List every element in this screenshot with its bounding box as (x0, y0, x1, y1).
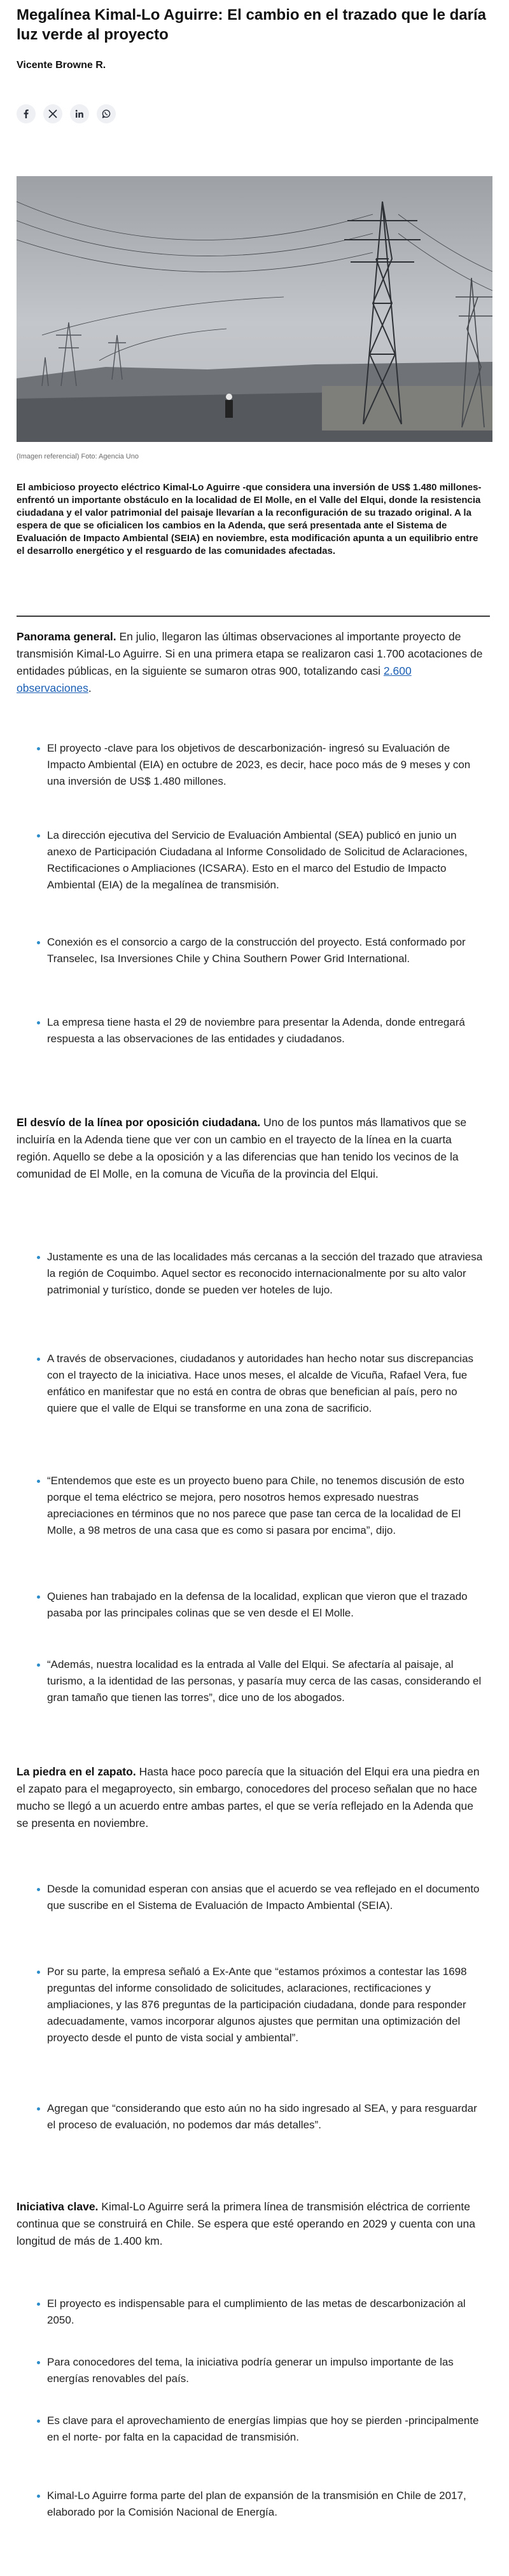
list-item-text: “Además, nuestra localidad es la entrada al Valle del Elqui. Se afectaría al paisaje, al turismo, a la identidad de las personas, y pasaría muy cerca de las casas, considerando el gran tamaño que tienen las torres”, dice uno de los abogados. (47, 1658, 482, 1704)
bullet-dot (37, 747, 40, 750)
facebook-share-button[interactable] (17, 104, 36, 123)
list-item-text: Kimal-Lo Aguirre forma parte del plan de expansión de la transmisión en Chile de 2017, elaborado por la Comisión Nacional de Energía. (47, 2490, 466, 2518)
divider (17, 616, 490, 617)
list-item (17, 1964, 487, 2046)
list-item-text: Para conocedores del tema, la iniciativa podría generar un impulso importante de las energías renovables del país. (47, 2356, 454, 2385)
list-item (17, 1351, 487, 1417)
section-text: Uno de los puntos más llamativos que se incluiría en la Adenda tiene que ver con un cambio en el trayecto de la línea en la cuarta región. Aquello se debe a la oposición y a las diferencias que han tenido los vecinos de la comunidad de El Molle, en la comuna de Vicuña de la provincia del Elqui. (17, 1116, 467, 1180)
whatsapp-icon (101, 109, 111, 119)
list-item-text: El proyecto es indispensable para el cumplimiento de las metas de descarbonización al 2050. (47, 2297, 466, 2326)
list-item (17, 2413, 487, 2446)
author-name[interactable]: Vicente Browne R. (17, 60, 106, 71)
bullet-dot (37, 1358, 40, 1361)
list-item (17, 2100, 487, 2133)
list-item (17, 1473, 487, 1539)
list-item-text: Agregan que “considerando que esto aún no ha sido ingresado al SEA, y para resguardar el proceso de evaluación, no podemos dar más detalles”. (47, 2102, 477, 2131)
bullet-dot (37, 2361, 40, 2364)
section-iniciativa (17, 2198, 487, 2250)
bullet-dot (37, 1663, 40, 1667)
share-bar (17, 104, 116, 126)
section-piedra (17, 1763, 487, 1832)
bullet-dot (37, 1888, 40, 1891)
section-heading: Iniciativa clave. (17, 2200, 99, 2213)
list-item-text: Es clave para el aprovechamiento de energías limpias que hoy se pierden -principalmente en el norte- por falta en la capacidad de transmisión. (47, 2414, 479, 2443)
linkedin-share-button[interactable] (70, 104, 89, 123)
section-desvio (17, 1114, 487, 1183)
bullet-dot (37, 1480, 40, 1483)
section-text-end: . (88, 682, 92, 694)
section-text: En julio, llegaron las últimas observaciones al importante proyecto de transmisión Kimal-Lo Aguirre. Si en una primera etapa se realizaron casi 1.700 acotaciones de entidades públicas, en la siguiente se sumaron otras 900, totalizando casi (17, 630, 483, 677)
bullet-dot (37, 1021, 40, 1024)
list-item (17, 740, 487, 790)
list-item (17, 934, 487, 967)
bullet-dot (37, 2420, 40, 2423)
list-item-text: La dirección ejecutiva del Servicio de Evaluación Ambiental (SEA) publicó en junio un anexo de Participación Ciudadana al Informe Consolidado de Solicitud de Aclaraciones, Rectificaciones o Ampliaciones (ICSARA). Esto en el marco del Estudio de Impacto Ambiental (EIA) de la megalínea de transmisión. (47, 829, 468, 891)
image-caption: (Imagen referencial) Foto: Agencia Uno (17, 453, 139, 460)
list-item-text: A través de observaciones, ciudadanos y autoridades han hecho notar sus discrepancias con el trayecto de la iniciativa. Hace unos meses, el alcalde de Vicuña, Rafael Vera, fue enfático en manifestar que no está en contra de obras que benefician al país, pero no quiere que el valle de Elqui se transforme en una zona de sacrificio. (47, 1353, 474, 1414)
list-item-text: “Entendemos que este es un proyecto bueno para Chile, no tenemos discusión de esto porque el tema eléctrico se mejora, pero nosotros hemos expresado nuestras apreciaciones en términos que no nos parece que pase tan cerca de la localidad de El Molle, a 98 metros de una casa que es como si pasara por encima”, dijo. (47, 1475, 464, 1536)
list-item-text: Conexión es el consorcio a cargo de la construcción del proyecto. Está conformado por Transelec, Isa Inversiones Chile y China Southern Power Grid International. (47, 936, 466, 965)
facebook-icon (21, 109, 31, 119)
x-icon (48, 109, 58, 119)
list-item-text: La empresa tiene hasta el 29 de noviembre para presentar la Adenda, donde entregará respuesta a las observaciones de las entidades y ciudadanos. (47, 1016, 465, 1045)
list-item (17, 1588, 487, 1622)
list-item (17, 1249, 487, 1298)
list-item (17, 2296, 487, 2329)
section-text: Hasta hace poco parecía que la situación del Elqui era una piedra en el zapato para el megaproyecto, sin embargo, conocedores del proceso señalan que no hace mucho se llegó a un acuerdo entre ambas partes, el que se vería reflejado en la Adenda que se presenta en noviembre. (17, 1765, 480, 1829)
list-item (17, 1014, 487, 1047)
list-item (17, 2488, 487, 2521)
section-heading: El desvío de la línea por oposición ciudadana. (17, 1116, 261, 1129)
bullet-dot (37, 1256, 40, 1259)
article-headline: Megalínea Kimal-Lo Aguirre: El cambio en el trazado que le daría luz verde al proyecto (17, 6, 486, 43)
bullet-dot (37, 834, 40, 837)
bullet-dot (37, 2495, 40, 2498)
list-item-text: Por su parte, la empresa señaló a Ex-Ante que “estamos próximos a contestar las 1698 preguntas del informe consolidado de solicitudes, aclaraciones, rectificaciones y ampliaciones, y las 876 preguntas de la participación ciudadana, donde para responder adecuadamente, vamos incorporar algunos ajustes que permitan una optimización del proyecto desde el punto de vista social y ambiental”. (47, 1966, 467, 2044)
bullet-dot (37, 2107, 40, 2111)
list-item (17, 1881, 487, 1914)
list-item (17, 1656, 487, 1706)
power-towers-photo (17, 176, 492, 442)
list-item-text: Quienes han trabajado en la defensa de la localidad, explican que vieron que el trazado pasaba por las principales colinas que se ven desde el El Molle. (47, 1590, 468, 1619)
list-item-text: Justamente es una de las localidades más cercanas a la sección del trazado que atraviesa la región de Coquimbo. Aquel sector es reconocido internacionalmente por su alto valor patrimonial y turístico, donde se pueden ver hoteles de lujo. (47, 1251, 483, 1296)
bullet-dot (37, 1971, 40, 1974)
section-heading: La piedra en el zapato. (17, 1765, 136, 1778)
bullet-dot (37, 1595, 40, 1599)
section-heading: Panorama general. (17, 630, 116, 643)
list-item (17, 2354, 487, 2387)
hero-image (17, 176, 492, 442)
list-item (17, 827, 487, 893)
list-item-text: El proyecto -clave para los objetivos de descarbonización- ingresó su Evaluación de Impacto Ambiental (EIA) en octubre de 2023, es decir, hace poco más de 9 meses y con una inversión de US$ 1.480 millones. (47, 742, 471, 787)
bullet-dot (37, 941, 40, 944)
list-item-text: Desde la comunidad esperan con ansias que el acuerdo se vea reflejado en el documento que suscribe en el Sistema de Evaluación de Impacto Ambiental (SEIA). (47, 1883, 480, 1911)
x-share-button[interactable] (43, 104, 62, 123)
bullet-dot (37, 2303, 40, 2306)
section-text: Kimal-Lo Aguirre será la primera línea de transmisión eléctrica de corriente continua que se construirá en Chile. Se espera que esté operando en 2029 y cuenta con una longitud de más de 1.400 km. (17, 2200, 475, 2247)
lead-paragraph: El ambicioso proyecto eléctrico Kimal-Lo Aguirre -que considera una inversión de US$ 1.480 millones- enfrentó un importante obstáculo en la localidad de El Molle, en el Valle del Elqui, donde la resistencia ciudadana y el valor patrimonial del paisaje llevarían a la reconfiguración de su trazado original. A la espera de que se oficialicen los cambios en la Adenda, que será presentada ante el Sistema de Evaluación de Impacto Ambiental (SEIA) en noviembre, esta modificación apunta a un equilibrio entre el desarrollo energético y el resguardo de las comunidades afectadas. (17, 482, 482, 556)
whatsapp-share-button[interactable] (97, 104, 116, 123)
observaciones-link[interactable]: 2.600 observaciones (17, 665, 412, 694)
section-panorama (17, 628, 487, 697)
linkedin-icon (74, 109, 85, 119)
